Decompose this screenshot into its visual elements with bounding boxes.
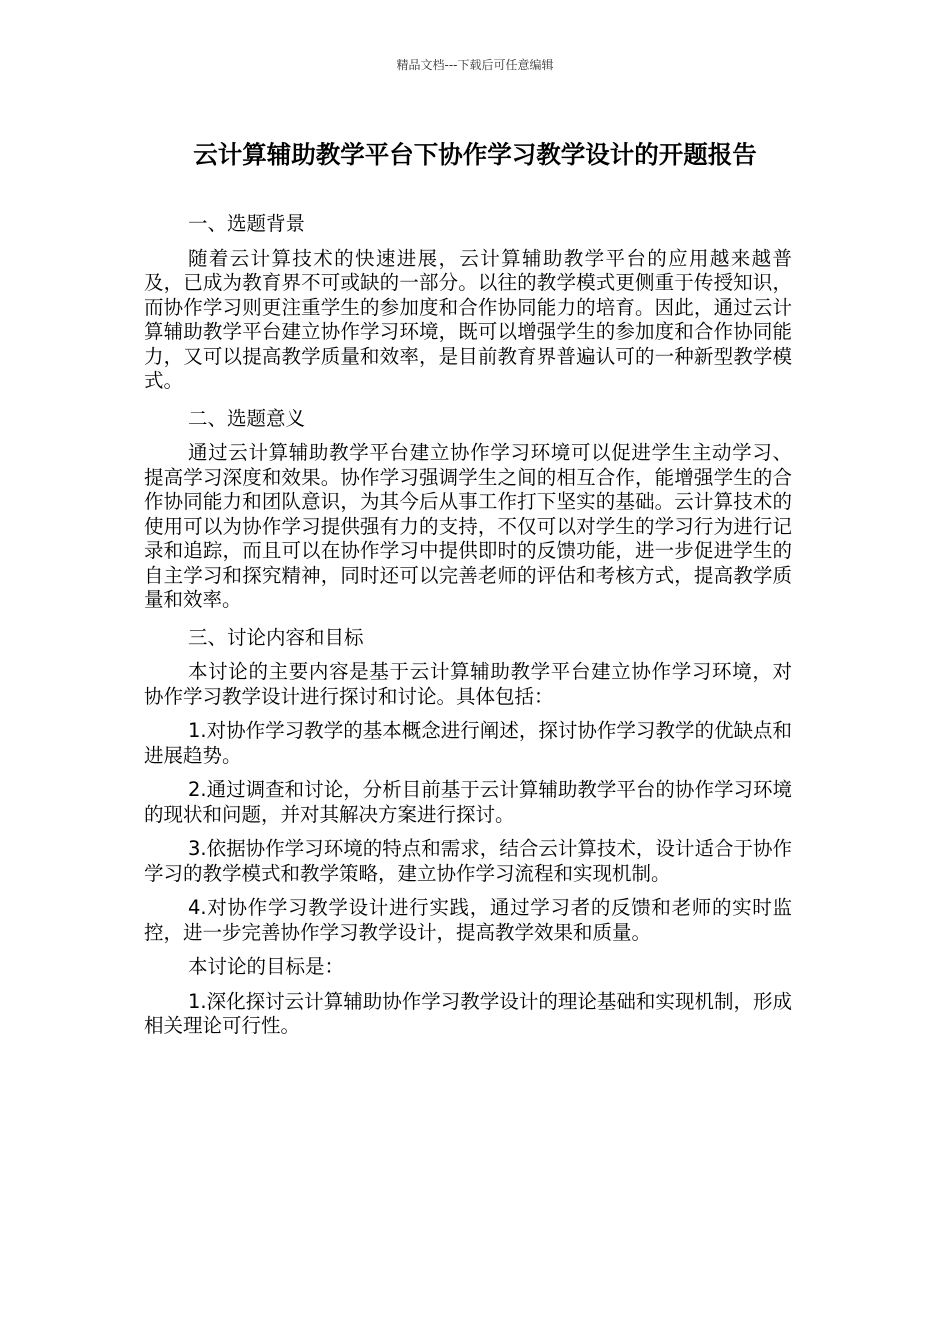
section-heading-background: 一、选题背景 xyxy=(188,212,306,235)
section-heading-significance: 二、选题意义 xyxy=(188,406,306,430)
paragraph-significance: 通过云计算辅助教学平台建立协作学习环境可以促进学生主动学习、提高学习深度和效果。协作学习强调学生之间的相互合作，能增强学生的合作协同能力和团队意识，为其今后从事工作打下坚实的基础。云计算技术的使用可以为协作学习提供强有力的支持，不仅可以对学生的学习行为进行记录和追踪，而且可以在协作学习中提供即时的反馈功能，进一步促进学生的自主学习和探究精神，同时还可以完善老师的评估和考核方式，提高教学质量和效率。 xyxy=(144,441,792,611)
paragraph-background: 随着云计算技术的快速进展，云计算辅助教学平台的应用越来越普及，已成为教育界不可或缺的一部分。以往的教学模式更侧重于传授知识，而协作学习则更注重学生的参加度和合作协同能力的培育。因此，通过云计算辅助教学平台建立协作学习环境，既可以增强学生的参加度和合作协同能力，又可以提高教学质量和效率，是目前教育界普遍认可的一种新型教学模式。 xyxy=(144,246,792,392)
document-title: 云计算辅助教学平台下协作学习教学设计的开题报告 xyxy=(193,140,757,169)
paragraph-goals-intro: 本讨论的目标是： xyxy=(188,955,345,978)
list-item-content-3: 3.依据协作学习环境的特点和需求，结合云计算技术，设计适合于协作学习的教学模式和教学策略，建立协作学习流程和实现机制。 xyxy=(144,837,792,885)
section-heading-content-goals: 三、讨论内容和目标 xyxy=(188,625,364,649)
list-item-goal-1: 1.深化探讨云计算辅助协作学习教学设计的理论基础和实现机制，形成相关理论可行性。 xyxy=(144,989,792,1037)
list-item-content-4: 4.对协作学习教学设计进行实践，通过学习者的反馈和老师的实时监控，进一步完善协作学习教学设计，提高教学效果和质量。 xyxy=(144,896,792,944)
list-item-content-1: 1.对协作学习教学的基本概念进行阐述，探讨协作学习教学的优缺点和进展趋势。 xyxy=(144,719,792,767)
document-body xyxy=(144,212,792,1039)
list-item-content-2: 2.通过调查和讨论，分析目前基于云计算辅助教学平台的协作学习环境的现状和问题，并对其解决方案进行探讨。 xyxy=(144,778,792,826)
paragraph-content-intro: 本讨论的主要内容是基于云计算辅助教学平台建立协作学习环境，对协作学习教学设计进行探讨和讨论。具体包括： xyxy=(144,660,792,708)
page-header-watermark: 精品文档---下载后可任意编辑 xyxy=(396,58,554,72)
